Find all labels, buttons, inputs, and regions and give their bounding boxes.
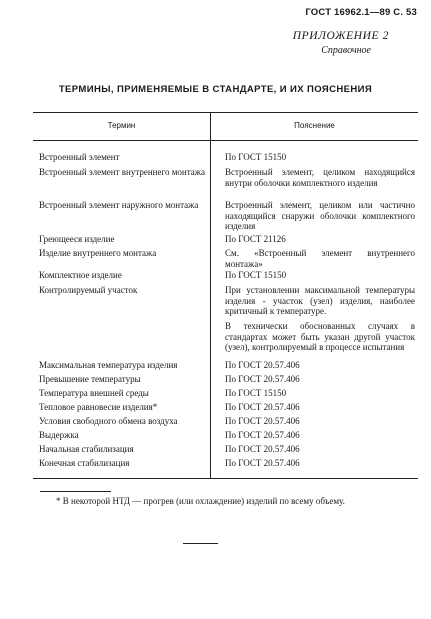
term-cell: Условия свободного обмена воздуха [39, 416, 178, 426]
term-cell: Встроенный элемент внутреннего монтажа [39, 167, 205, 177]
term-cell: Греющееся изделие [39, 234, 115, 244]
explanation-cell: По ГОСТ 20.57.406 [225, 430, 300, 440]
document-title: ТЕРМИНЫ, ПРИМЕНЯЕМЫЕ В СТАНДАРТЕ, И ИХ ПОЯСНЕНИЯ [58, 84, 373, 95]
explanation-cell: По ГОСТ 15150 [225, 152, 287, 162]
explanation-cell: При установлении максимальной температуры изделия - участок (узел) изделия, наиболее критичный к температуре. [225, 285, 415, 316]
explanation-cell: По ГОСТ 15150 [225, 388, 287, 398]
term-cell: Конечная стабилизация [39, 458, 130, 468]
end-dash [183, 543, 218, 544]
column-header-explanation: Пояснение [294, 121, 335, 130]
explanation-cell: См. «Встроенный элемент внутреннего монтажа» [225, 248, 415, 269]
explanation-cell: По ГОСТ 20.57.406 [225, 458, 300, 468]
appendix-label: ПРИЛОЖЕНИЕ 2 [292, 30, 389, 42]
term-cell: Изделие внутреннего монтажа [39, 248, 157, 258]
term-cell: Выдержка [39, 430, 79, 440]
reference-label: Справочное [321, 45, 371, 56]
explanation-cell: Встроенный элемент, целиком или частично находящийся снаружи оболочки комплектного изделия [225, 200, 415, 231]
page-header: ГОСТ 16962.1—89 С. 53 [305, 7, 417, 18]
explanation-cell: По ГОСТ 20.57.406 [225, 360, 300, 370]
term-cell: Тепловое равновесие изделия* [39, 402, 158, 412]
term-cell: Максимальная температура изделия [39, 360, 178, 370]
table-bottom-border [33, 478, 418, 479]
table-header-border [33, 140, 418, 141]
explanation-cell: Встроенный элемент, целиком находящийся внутри оболочки комплектного изделия [225, 167, 415, 188]
explanation-cell: По ГОСТ 20.57.406 [225, 444, 300, 454]
footnote-separator [40, 491, 111, 492]
explanation-cell: По ГОСТ 21126 [225, 234, 286, 244]
term-cell: Комплектное изделие [39, 270, 122, 280]
terms-table [33, 112, 418, 478]
explanation-cell: По ГОСТ 15150 [225, 270, 287, 280]
table-column-divider [210, 112, 211, 478]
term-cell: Контролируемый участок [39, 285, 138, 295]
term-cell: Встроенный элемент наружного монтажа [39, 200, 199, 210]
term-cell: Начальная стабилизация [39, 444, 134, 454]
explanation-cell: По ГОСТ 20.57.406 [225, 374, 300, 384]
explanation-cell: По ГОСТ 20.57.406 [225, 416, 300, 426]
term-cell: Встроенный элемент [39, 152, 120, 162]
explanation-cell: В технически обоснованных случаях в стандартах может быть указан другой участок (узел), контролируемый в процессе испытания [225, 321, 415, 352]
explanation-cell: По ГОСТ 20.57.406 [225, 402, 300, 412]
footnote: * В некоторой НТД — прогрев (или охлаждение) изделий по всему объему. [56, 496, 345, 506]
column-header-term: Термин [107, 121, 136, 130]
term-cell: Превышение температуры [39, 374, 141, 384]
term-cell: Температура внешней среды [39, 388, 149, 398]
